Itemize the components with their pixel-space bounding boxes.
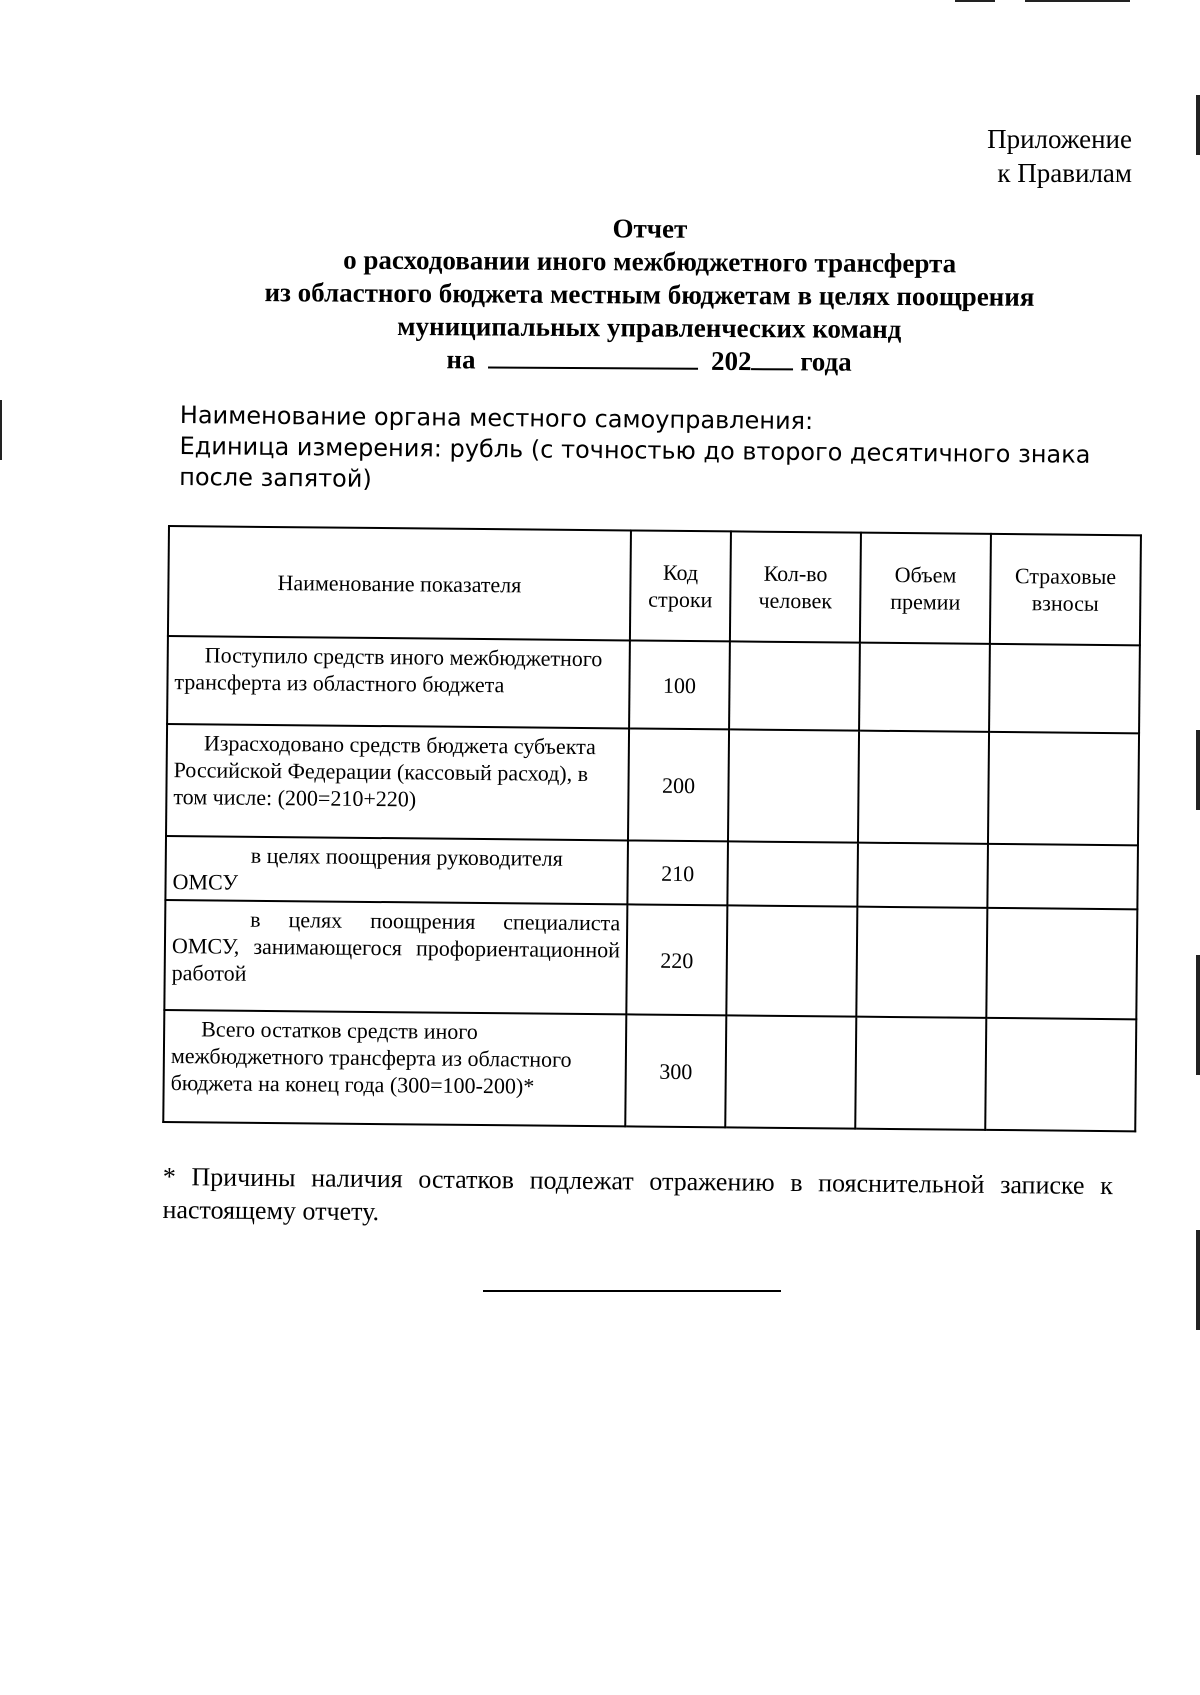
header-people-count: Кол-во человек <box>730 531 861 642</box>
appendix-note <box>987 122 1132 190</box>
table-header-row <box>168 526 1141 645</box>
table-row <box>164 900 1137 1019</box>
date-year: 202 <box>710 345 752 377</box>
report-table-wrapper <box>162 525 1142 1132</box>
scan-edge-mark-right <box>1196 95 1200 155</box>
cell-people-count <box>727 841 858 906</box>
scan-edge-mark-right <box>1196 1230 1200 1330</box>
date-suffix: года <box>800 346 852 377</box>
header-row-code: Код строки <box>630 530 731 641</box>
table-row <box>165 836 1138 909</box>
title-date-line <box>239 342 1059 380</box>
scan-edge-mark-right <box>1196 955 1200 1075</box>
date-prefix: на <box>446 344 476 375</box>
cell-bonus-amount <box>856 907 987 1018</box>
header-indicator-name: Наименование показателя <box>168 526 631 640</box>
cell-insurance <box>986 908 1137 1019</box>
report-title <box>239 210 1060 380</box>
cell-bonus-amount <box>858 731 989 844</box>
footnote: * Причины наличия остатков подлежат отражению в пояснительной записке к настоящему отчету. <box>162 1161 1113 1227</box>
title-line-4: муниципальных управленческих команд <box>397 310 902 345</box>
closing-divider-line <box>483 1290 781 1292</box>
header-insurance-contributions: Страховые взносы <box>990 534 1141 645</box>
date-blank <box>488 345 698 370</box>
cell-bonus-amount <box>857 843 988 908</box>
row-code: 300 <box>625 1014 726 1127</box>
scan-edge-mark-top <box>1025 0 1130 2</box>
cell-insurance <box>989 644 1140 733</box>
row-code: 210 <box>627 840 728 905</box>
table-row <box>166 724 1139 845</box>
scan-edge-mark-left <box>0 400 2 460</box>
report-meta <box>179 400 1120 502</box>
row-name: Всего остатков средств иного межбюджетного трансферта из областного бюджета на конец года (300=100-200)* <box>163 1010 626 1126</box>
table-row <box>163 1010 1136 1131</box>
cell-insurance <box>988 732 1139 845</box>
cell-bonus-amount <box>855 1017 986 1130</box>
cell-people-count <box>725 1015 856 1128</box>
row-code: 220 <box>626 904 727 1015</box>
table-row <box>167 636 1140 733</box>
row-name: в целях поощрения специалиста ОМСУ, занимающегося профориентационной работой <box>164 900 627 1014</box>
row-code: 100 <box>629 640 730 729</box>
appendix-line-1: Приложение <box>987 124 1132 154</box>
organ-label: Наименование органа местного самоуправления: <box>179 400 814 436</box>
scan-edge-mark-right <box>1196 730 1200 810</box>
cell-bonus-amount <box>859 643 990 732</box>
row-name: в целях поощрения руководителя ОМСУ <box>165 836 628 904</box>
row-name: Поступило средств иного межбюджетного трансферта из областного бюджета <box>167 636 630 728</box>
title-line-3: из областного бюджета местным бюджетам в целях поощрения <box>264 277 1035 312</box>
title-line-2: о расходовании иного межбюджетного трансферта <box>343 244 957 279</box>
row-name: Израсходовано средств бюджета субъекта Российской Федерации (кассовый расход), в том числе: (200=210+220) <box>166 724 629 840</box>
cell-people-count <box>729 641 860 730</box>
cell-insurance <box>987 844 1138 909</box>
year-blank <box>751 346 793 370</box>
row-code: 200 <box>628 728 729 841</box>
report-table <box>162 525 1142 1132</box>
cell-insurance <box>985 1018 1136 1131</box>
unit-line: Единица измерения: рубль (с точностью до второго десятичного знака после запятой) <box>179 431 1091 493</box>
header-bonus-amount: Объем премии <box>860 533 991 644</box>
cell-people-count <box>728 729 859 842</box>
scan-edge-mark-top <box>955 0 995 2</box>
cell-people-count <box>726 905 857 1016</box>
title-line-1: Отчет <box>612 213 688 244</box>
appendix-line-2: к Правилам <box>997 158 1132 188</box>
